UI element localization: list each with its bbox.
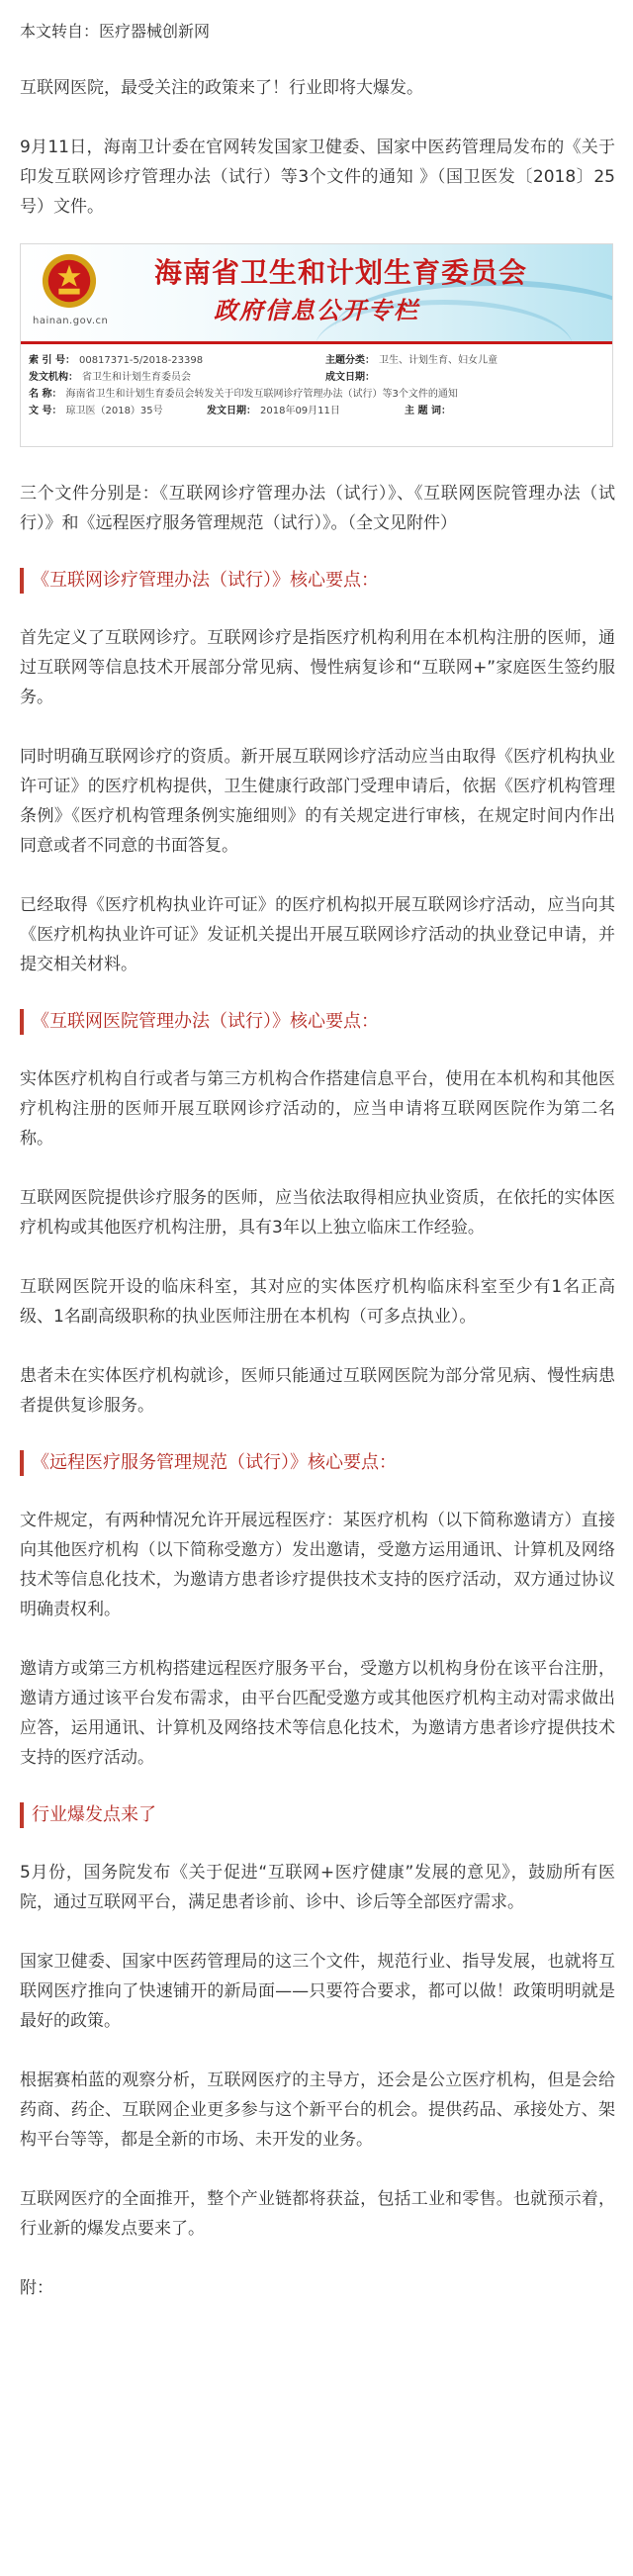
national-emblem-icon (41, 252, 98, 310)
source-line: 本文转自：医疗器械创新网 (20, 22, 211, 41)
intro-paragraph: 9月11日，海南卫计委在官网转发国家卫健委、国家中医药管理局发布的《关于印发互联网诊疗管理办法（试行）等3个文件的通知 》（国卫医发〔2018〕25号）文件。 (20, 138, 615, 217)
section-heading: 《互联网诊疗管理办法（试行）》核心要点： (20, 568, 615, 594)
index-number: 00817371-5/2018-23398 (78, 355, 204, 366)
banner-header (21, 244, 612, 344)
publish-date: 2018年09月11日 (260, 406, 340, 416)
meta-label: 名 称： (29, 389, 62, 400)
section-paragraph: 已经取得《医疗机构执业许可证》的医疗机构拟开展互联网诊疗活动，应当向其《医疗机构执业许可证》发证机关提出开展互联网诊疗活动的执业登记申请，并提交相关材料。 (20, 895, 615, 974)
organization-name: 海南省卫生和计划生育委员会 (154, 256, 528, 289)
meta-label: 索 引 号： (29, 355, 75, 366)
intro-paragraph: 互联网医院，最受关注的政策来了！行业即将大爆发。 (20, 78, 423, 98)
section-heading: 行业爆发点来了 (20, 1802, 615, 1828)
section-paragraph: 首先定义了互联网诊疗。互联网诊疗是指医疗机构利用在本机构注册的医师，通过互联网等信息技术开展部分常见病、慢性病复诊和“互联网+”家庭医生签约服务。 (20, 628, 615, 707)
section-paragraph: 互联网医院开设的临床科室，其对应的实体医疗机构临床科室至少有1名正高级、1名副高级职称的执业医师注册在本机构（可多点执业）。 (20, 1277, 615, 1327)
section-paragraph: 实体医疗机构自行或者与第三方机构合作搭建信息平台，使用在本机构和其他医疗机构注册的医师开展互联网诊疗活动的，应当申请将互联网医院作为第二名称。 (20, 1069, 615, 1149)
attachment-label: 附： (20, 2278, 53, 2298)
document-number: 琼卫医（2018）35号 (65, 406, 163, 416)
document-title: 海南省卫生和计划生育委员会转发关于印发互联网诊疗管理办法（试行）等3个文件的通知 (65, 389, 458, 400)
issuing-agency: 省卫生和计划生育委员会 (82, 372, 191, 383)
section-heading: 《互联网医院管理办法（试行）》核心要点： (20, 1009, 615, 1035)
section-paragraph: 邀请方或第三方机构搭建远程医疗服务平台，受邀方以机构身份在该平台注册，邀请方通过该平台发布需求，由平台匹配受邀方或其他医疗机构主动对需求做出应答，运用通讯、计算机及网络技术等信息化技术，为邀请方患者诊疗提供技术支持的医疗活动。 (20, 1659, 615, 1768)
banner-tagline: 政府信息公开专栏 (214, 297, 419, 324)
section-paragraph: 5月份，国务院发布《关于促进“互联网+医疗健康”发展的意见》，鼓励所有医院，通过互联网平台，满足患者诊前、诊中、诊后等全部医疗需求。 (20, 1863, 615, 1912)
section-paragraph: 患者未在实体医疗机构就诊，医师只能通过互联网医院为部分常见病、慢性病患者提供复诊服务。 (20, 1366, 615, 1416)
meta-label: 发文日期： (207, 406, 256, 416)
section-paragraph: 根据赛柏蓝的观察分析，互联网医疗的主导方，还会是公立医疗机构，但是会给药商、药企、互联网企业更多参与这个新平台的机会。提供药品、承接处方、架构平台等等，都是全新的市场、未开发的业务。 (20, 2070, 615, 2150)
section-paragraph: 互联网医疗的全面推开，整个产业链都将获益，包括工业和零售。也就预示着，行业新的爆发点要来了。 (20, 2189, 615, 2239)
section-paragraph: 同时明确互联网诊疗的资质。新开展互联网诊疗活动应当由取得《医疗机构执业许可证》的医疗机构提供，卫生健康行政部门受理申请后，依据《医疗机构管理条例》《医疗机构管理条例实施细则》的有关规定进行审核，在规定时间内作出同意或者不同意的书面答复。 (20, 747, 615, 856)
files-paragraph: 三个文件分别是：《互联网诊疗管理办法（试行）》、《互联网医院管理办法（试行）》和《远程医疗服务管理规范（试行）》。（全文见附件） (20, 484, 615, 533)
document-metadata (21, 344, 612, 419)
section-heading: 《远程医疗服务管理规范（试行）》核心要点： (20, 1450, 615, 1476)
meta-label: 主题分类： (325, 355, 375, 366)
meta-label: 发文机构： (29, 372, 78, 383)
section-paragraph: 互联网医院提供诊疗服务的医师，应当依法取得相应执业资质，在依托的实体医疗机构或其他医疗机构注册，具有3年以上独立临床工作经验。 (20, 1188, 615, 1238)
meta-label: 成文日期： (325, 372, 375, 383)
meta-label: 文 号： (29, 406, 62, 416)
section-paragraph: 国家卫健委、国家中医药管理局的这三个文件，规范行业、指导发展，也就将互联网医疗推向了快速铺开的新局面——只要符合要求，都可以做！政策明明就是最好的政策。 (20, 1952, 615, 2031)
section-paragraph: 文件规定，有两种情况允许开展远程医疗：某医疗机构（以下简称邀请方）直接向其他医疗机构（以下简称受邀方）发出邀请，受邀方运用通讯、计算机及网络技术等信息化技术，为邀请方患者诊疗提供技术支持的医疗活动，双方通过协议明确责权利。 (20, 1511, 615, 1619)
subject-category: 卫生、计划生育、妇女儿童 (379, 355, 497, 366)
site-url: hainan.gov.cn (33, 316, 109, 326)
meta-label: 主 题 词： (405, 406, 451, 416)
notice-banner-image (20, 243, 613, 447)
